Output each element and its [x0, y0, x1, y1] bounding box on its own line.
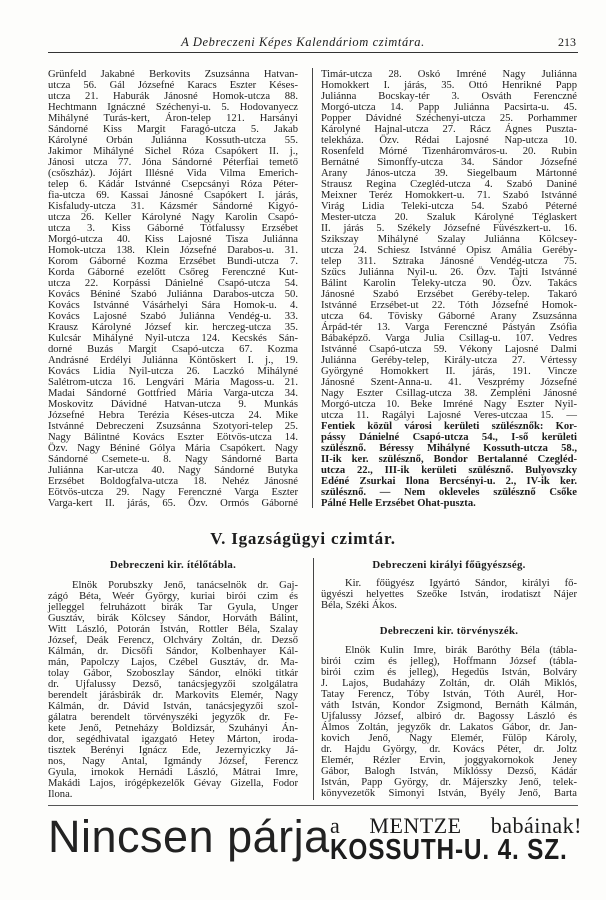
- text-line: utcza 22., III-ik kerületi szülésznő. Bulyovszky: [321, 465, 577, 476]
- text-line: fia-utcza 69. Kassai Jánosné Csapókert I. járás,: [48, 190, 298, 201]
- text-line: Gusztáv, birák Kölcsey Sándor, Horváth Bálint,: [48, 613, 298, 624]
- text-line: dr. Ujfalussy Dezső, tanácsjegyzői szolgálatra: [48, 679, 298, 690]
- text-line: Pálné Helle Erzsébet Ohat-puszta.: [321, 498, 476, 509]
- text-line: utcza 64. Tövisky Gáborné Arany Zsuzsánna: [321, 311, 577, 322]
- text-line: Bernátné Simonffy-utcza 34. Sándor Józsefné: [321, 157, 577, 168]
- text-line: Jánosi utcza 77. Jóna Sándorné Péterfiai temető: [48, 157, 298, 168]
- text-line: Özv. Nagy Béniné Gólya Mária Csapókert. Nagy: [48, 443, 298, 454]
- text-line: Korom Gáborné Kozma Erzsébet Bundi-utcza 7.: [48, 256, 298, 267]
- text-line: J. Lajos, Budaházy Zoltán, dr. Oláh Miklós,: [321, 678, 577, 689]
- text-line: Andrásné Erdélyi Juliánna Köntöskert I. j., 19.: [48, 355, 298, 366]
- text-line: Rosenfeld Mórné Tizenháromváros-u. 20. Rubin: [321, 146, 577, 157]
- text-line: zágó Béta, Weér György, kuriai birói czim és: [48, 591, 298, 602]
- midwives-left-column: [48, 69, 298, 509]
- text-line: tolay Gábor, Szoboszlay Sándor, elnöki titkár: [48, 668, 298, 679]
- column-divider: [312, 68, 313, 508]
- text-line: dorné Buzás Margit Csapó-utcza 67. Kozma: [48, 344, 298, 355]
- text-line: Kovács Béniné Szabó Juliánna Darabos-utcza 50.: [48, 289, 298, 300]
- text-line: telep 311. Sztraka Jánosné Vendég-utcza 75.: [321, 256, 577, 267]
- text-line: Korda Gáborné ezelőtt Csőreg Ferenczné Kut-: [48, 267, 298, 278]
- text-line: váth István, Kondor Zsigmond, Bernáth Kálmán,: [321, 700, 577, 711]
- text-line: Juliánna Kar-utcza 40. Nagy Sándorné Butyka: [48, 465, 298, 476]
- advertisement-slogan: Nincsen párja: [48, 811, 330, 862]
- text-line: Jánosné Szabó Erzsébet Geréby-telep. Takaró: [321, 289, 577, 300]
- torvenyszek-heading: Debreczeni kir. törvényszék.: [379, 625, 519, 637]
- text-line: Mihályné Turás-kert, Áron-telep 121. Harsányi: [48, 113, 298, 124]
- text-line: Ilona.: [48, 789, 73, 800]
- text-line: Kovács Lajosné Szabó Juliánna Vendég-u. 33.: [48, 311, 298, 322]
- text-line: birói czim és jelleg), Hoffmann József (tábla-: [321, 656, 577, 667]
- text-line: Mester-utcza 20. Szaluk Károlyné Téglaskert: [321, 212, 577, 223]
- text-line: nos, Nagy Antal, Igmándy József, Ferencz: [48, 756, 298, 767]
- text-line: Kálmán, dr. Dicsőfi Sándor, Kolbenhayer Kál-: [48, 646, 298, 657]
- advertisement-brand-line: a MENTZE babáinak!: [330, 813, 582, 838]
- text-line: dr. Hajdu György, dr. Kovács Péter, dr. Joltz: [321, 744, 577, 755]
- text-line: birói czim és jelleg), Hegedüs István, Bolváry: [321, 667, 577, 678]
- text-line: Szűcs Juliánna Nyil-u. 26. Özv. Tajti Istvánné: [321, 267, 577, 278]
- text-line: Elemér, Rézler Ervin, joggyakornokok Jeney: [321, 755, 577, 766]
- fougyeszseg-text: [321, 578, 577, 611]
- text-line: Homok-utcza 138. Klein Józsefné Darabos-u. 31.: [48, 245, 298, 256]
- page-header: [0, 35, 606, 49]
- text-line: Timár-utcza 28. Oskó Imréné Nagy Juliánna: [321, 69, 577, 80]
- text-line: Fentiek közül városi kerületi szülésznők: Kor-: [321, 421, 577, 432]
- text-line: berendelt járásbirák dr. Markovits Elemér, Nagy: [48, 690, 298, 701]
- text-line: Popper Dávidné Széchenyi-utcza 25. Porhammer: [321, 113, 577, 124]
- text-line: szülésznő. Béressy Mihályné Kossuth-utcza 58.,: [321, 443, 577, 454]
- text-line: Nagy Eszter Csillag-utcza 38. Zempléni Jánosné: [321, 388, 577, 399]
- text-line: mán, Papolczy Lajos, Czébel Gusztáv, dr. Ma-: [48, 657, 298, 668]
- text-line: Kulcsár Mihályné Nyil-utcza 124. Kecskés Sán-: [48, 333, 298, 344]
- text-line: Bálint Karolin Teleky-utcza 90. Özv. Takács: [321, 278, 577, 289]
- text-line: Krausz Károlyné József kir. herczeg-utcza 35.: [48, 322, 298, 333]
- text-line: II. járás 5. Székely Józsefné Füvészkert-u. 16.: [321, 223, 577, 234]
- text-line: könyvezetők Simonyi István, Byély Jenő, Barta: [321, 788, 577, 799]
- text-line: (csőszház). Jójárt Illésné Vida Vilma Emerich-: [48, 168, 298, 179]
- text-line: Salétrom-utcza 16. Lengvári Mária Magoss-u. 21.: [48, 377, 298, 388]
- text-line: Sándorné Csemete-u. 8. Nagy Sándorné Barta: [48, 454, 298, 465]
- text-line: utcza 21. Haburák Jánosné Homok-utcza 88.: [48, 91, 298, 102]
- text-line: Kovács Istvánné Vásárhelyi Sára Homok-u. 4.: [48, 300, 298, 311]
- text-line: Juliánna Geréby-telep, Király-utcza 27. Vértessy: [321, 355, 577, 366]
- text-line: Varga-kert II. járás, 65. Özv. Ormós Gáborné: [48, 498, 298, 509]
- text-line: jelleggel felruházott birák Tar Gyula, Unger: [48, 602, 298, 613]
- text-line: telep 6. Kádár Istvánné Csepcsányi Róza Péter-: [48, 179, 298, 190]
- text-line: Morgó-utcza 40. Kiss Lajosné Tisza Juliánna: [48, 234, 298, 245]
- text-line: Elnök Porubszky Jenő, tanácselnök dr. Gaj-: [72, 580, 298, 591]
- text-line: Virág Lidia Teleki-utcza 54. Szabó Péterné: [321, 201, 577, 212]
- text-line: Józsefné Hebra Terézia Késes-utcza 24. Mike: [48, 410, 298, 421]
- itelotabla-heading: Debreczeni kir. ítélőtábla.: [109, 559, 237, 571]
- midwives-right-column: [321, 69, 577, 509]
- text-line: Nagy Bálintné Kovács Eszter Eötvös-utcza 14.: [48, 432, 298, 443]
- text-line: Madai Sándorné Gottfried Mária Varga-utcza 34.: [48, 388, 298, 399]
- text-line: Istvánné Debreczeni Zsuzsánna Szotyori-telep 25.: [48, 421, 298, 432]
- text-line: Grünfeld Jakabné Berkovits Zsuzsánna Hatvan-: [48, 69, 298, 80]
- text-line: Arany János-utcza 39. Siegelbaum Mártonné: [321, 168, 577, 179]
- torvenyszek-text: [321, 645, 577, 799]
- text-line: Kir. főügyész Igyártó Sándor, királyi fő-: [345, 578, 577, 589]
- text-line: szülésznő. — Nem okleveles szülésznő Csőke: [321, 487, 577, 498]
- text-line: Juliánna Bocskay-tér 3. Osváth Ferenczné: [321, 91, 577, 102]
- text-line: Moskovitz Dávidné Hatvan-utcza 9. Munkás: [48, 399, 298, 410]
- text-line: Kisfaludy-utcza 31. Kázsmér Sándorné Kigyó-: [48, 201, 298, 212]
- text-line: telekháza. Özv. Rédai Lajosné Nap-utcza 10.: [321, 135, 577, 146]
- text-line: tisztek Berényi Ignácz Ede, Jezernyiczky Já-: [48, 745, 298, 756]
- text-line: Álmos Zoltán, jegyzők dr. Lakatos Gábor, dr. Jan-: [321, 722, 577, 733]
- text-line: Witt László, Potorán István, Rottler Béla, Szalay: [48, 624, 298, 635]
- text-line: Bábaképző. Varga Julia Csillag-u. 107. Vedres: [321, 333, 577, 344]
- text-line: utcza 24. Schiesz Istvánné Opisz Amália Geréby-: [321, 245, 577, 256]
- text-line: Morgó-utcza 10. Beke Imréné Nagy Eszter Nyil-: [321, 399, 577, 410]
- text-line: Morgó-utcza 14. Papp Juliánna Pacsirta-u. 45.: [321, 102, 577, 113]
- text-line: utcza 22. Korpássi Dánielné Csapó-utcza 54.: [48, 278, 298, 289]
- text-line: Gyula, irnokok Hernádi László, Mátrai Imre,: [48, 767, 298, 778]
- text-line: Károlyné Hajnal-utcza 27. Rácz Ágnes Puszta-: [321, 124, 577, 135]
- text-line: Béla, Széki Ákos.: [321, 600, 397, 611]
- advertisement-address: KOSSUTH-U. 4. SZ.: [330, 834, 568, 866]
- text-line: Istvánné Csapó-utcza 59. Vékony Lajosné Dalmi: [321, 344, 577, 355]
- text-line: utcza 11. Ragályi Lajosné Veres-utczaa 15. —: [321, 410, 577, 421]
- text-line: Kovács Lidia Nyil-utcza 26. Laczkó Mihályné: [48, 366, 298, 377]
- header-rule: [48, 52, 578, 53]
- text-line: István, Papp György, dr. Májerszky Jenő, telek-: [321, 777, 577, 788]
- text-line: kovich Jenő, Nagy Elemér, Fülöp Károly,: [321, 733, 577, 744]
- running-title: A Debreczeni Képes Kalendáriom czimtára.: [181, 35, 425, 49]
- text-line: pássy Dánielné Csapó-utcza 54., I-ső kerületi: [321, 432, 577, 443]
- page-number: 213: [558, 35, 576, 49]
- section-title: V. Igazságügyi czimtár.: [210, 529, 396, 548]
- text-line: kete Jenő, Petneházy Boldizsár, Szuhányi Án-: [48, 723, 298, 734]
- text-line: Kálmán, dr. Dávid István, tanácsjegyzői szol-: [48, 701, 298, 712]
- text-line: Károlyné Orbán Juliánna Kossuth-utcza 55.: [48, 135, 298, 146]
- fougyeszseg-heading: Debreczeni királyi főügyészség.: [372, 559, 526, 571]
- text-line: Erzsébet Boldogfalva-utcza 18. Nehéz Jánosné: [48, 476, 298, 487]
- text-line: utcza 3. Kiss Gáborné Tótfalussy Erzsébet: [48, 223, 298, 234]
- text-line: Sándorné Kiss Margit Faragó-utcza 5. Jakab: [48, 124, 298, 135]
- advertisement-rule: [48, 805, 578, 806]
- text-line: Tatay Ferencz, Tóby István, Tóth Aurél, Hor-: [321, 689, 577, 700]
- text-line: Edéné Zsurkai Ilona Bercsényi-u. 2., IV-ik ker.: [321, 476, 577, 487]
- text-line: Eötvös-utcza 29. Nagy Ferenczné Varga Eszter: [48, 487, 298, 498]
- column-divider-lower: [313, 558, 314, 800]
- itelotabla-text: [48, 580, 298, 800]
- text-line: Szikszay Mihályné Szalay Juliánna Kölcsey-: [321, 234, 577, 245]
- text-line: Jakimor Mihályné Sichel Róza Csapókert II. j.,: [48, 146, 298, 157]
- text-line: Ujfalussy József, albiró dr. Bagossy László és: [321, 711, 577, 722]
- text-line: Árpád-tér 13. Varga Ferenczné Pástyán Zsófia: [321, 322, 577, 333]
- text-line: utcza 26. Keller Károlyné Nagy Karolin Csapó-: [48, 212, 298, 223]
- text-line: Homokkert I. járás, 35. Ottó Henrikné Papp: [321, 80, 577, 91]
- text-line: Istvánné Erzsébet-ut 22. Tóth Józsefné Homok-: [321, 300, 577, 311]
- text-line: gálatra berendelt törvényszéki jegyzők dr. Fe-: [48, 712, 298, 723]
- text-line: Hechtmann Ignáczné Széchenyi-u. 5. Hodovanyecz: [48, 102, 298, 113]
- text-line: Elnök Kulin Imre, birák Baróthy Béla (tábla-: [345, 645, 577, 656]
- text-line: Györgyné Homokkert II. járás, 191. Vincze: [321, 366, 577, 377]
- text-line: dor, segédhivatal igazgató Hetey Márton, iroda-: [48, 734, 298, 745]
- text-line: Jánosné Szent-Anna-u. 41. Veszprémy Józsefné: [321, 377, 577, 388]
- text-line: Gábor, Balogh István, Miklóssy Dezső, Kádár: [321, 766, 577, 777]
- text-line: József, Deák Ferencz, Olchváry Zoltán, dr. Dezső: [48, 635, 298, 646]
- text-line: utcza 56. Gál Józsefné Karacs Eszter Késes-: [48, 80, 298, 91]
- text-line: ügyészi helyettes Szeőke István, irodatiszt Nájer: [321, 589, 577, 600]
- text-line: Makádi Lajos, irógépkezelők Gévay Gizella, Fodor: [48, 778, 298, 789]
- text-line: Strausz Regina Czegléd-utcza 4. Szabó Daniné: [321, 179, 577, 190]
- text-line: II-ik ker. szülésznő, Bondor Bertalanné Czegléd-: [321, 454, 577, 465]
- text-line: Meixner Teréz Homokkert-u. 71. Szabó Istvánné: [321, 190, 577, 201]
